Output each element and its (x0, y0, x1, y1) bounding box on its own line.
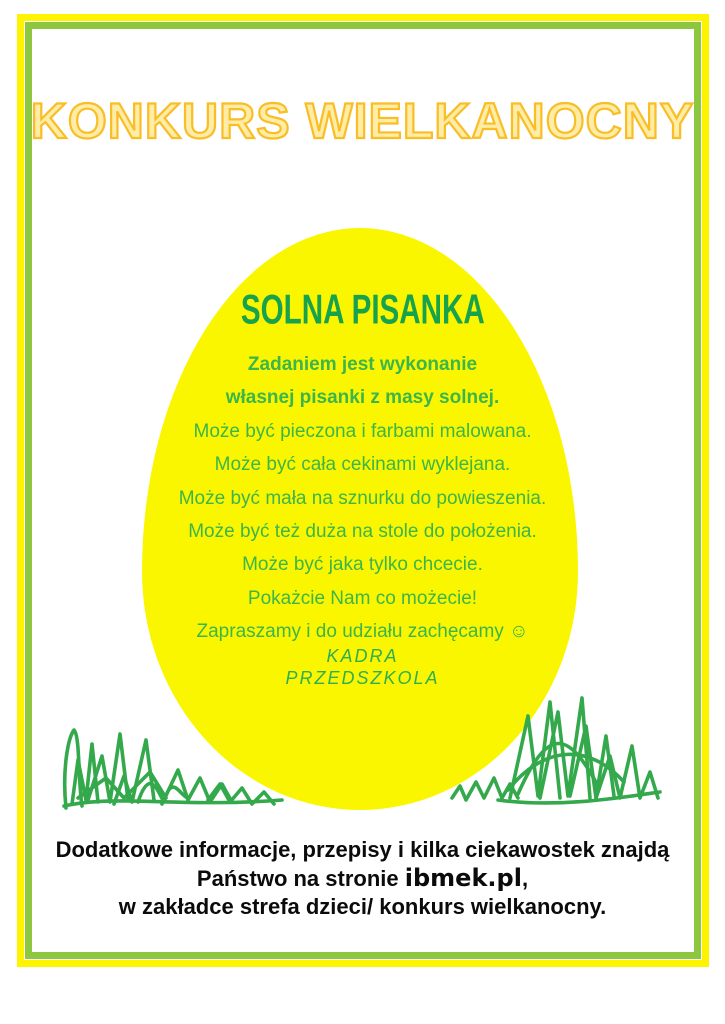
egg-line-option-5: Może być jaka tylko chcecie. (242, 554, 483, 576)
footer-line-3: w zakładce strefa dzieci/ konkurs wielkanocny. (118, 894, 607, 919)
egg-text-block (0, 348, 725, 649)
egg-line-option-4: Może być też duża na stole do położenia. (188, 521, 537, 543)
egg-heading (0, 286, 725, 334)
signature-line-2: PRZEDSZKOLA (285, 668, 440, 688)
signature-line-1: KADRA (326, 646, 399, 666)
footer-line-1: Dodatkowe informacje, przepisy i kilka ciekawostek znajdą (55, 837, 670, 862)
footer-line-2-prefix: Państwo na stronie (196, 866, 405, 891)
egg-line-option-1: Może być pieczona i farbami malowana. (193, 420, 532, 442)
egg-line-task-2: własnej pisanki z masy solnej. (225, 387, 500, 409)
signature-block (0, 645, 725, 689)
egg-line-option-3: Może być mała na sznurku do powieszenia. (178, 487, 547, 509)
footer-line-2 (0, 864, 725, 893)
grass-right-drawing (448, 686, 663, 811)
website-name: ibmek.pl (404, 864, 522, 892)
egg-line-option-2: Może być cała cekinami wyklejana. (214, 454, 511, 476)
egg-line-task-1: Zadaniem jest wykonanie (247, 354, 478, 375)
egg-heading-text: SOLNA PISANKA (240, 286, 485, 334)
egg-line-invitation: Zapraszamy i do udziału zachęcamy ☺ (196, 621, 529, 643)
grass-left-drawing (58, 700, 288, 815)
footer-line-2-suffix: , (521, 866, 529, 891)
poster-title: KONKURS WIELKANOCNY (30, 93, 695, 149)
egg-line-callout: Pokażcie Nam co możecie! (247, 587, 478, 609)
footer-note (0, 836, 725, 921)
